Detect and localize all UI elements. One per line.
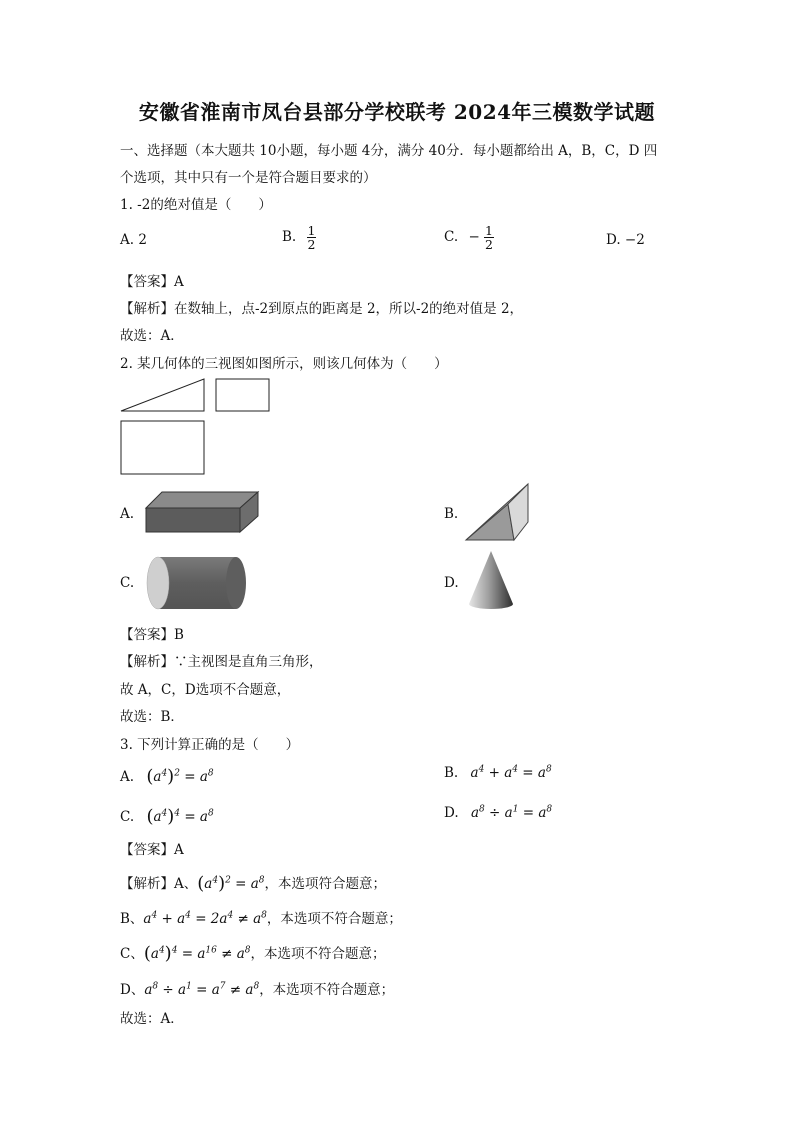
q3-analysis-c — [120, 942, 386, 963]
section-header-line2: 个选项，其中只有一个是符合题目要求的） — [120, 170, 377, 186]
q3-analysis-a — [120, 872, 386, 893]
section-header-line1: 一、选择题（本大题共 10小题，每小题 4分，满分 40分．每小题都给出 A，B，C，D 四 — [120, 143, 658, 159]
cone-body — [469, 551, 513, 609]
q3-analysis-c-text: ，本选项不符合题意； — [250, 946, 386, 962]
top-view-rectangle — [121, 421, 204, 474]
cylinder-body — [158, 557, 236, 609]
q2-option-c-label: C. — [120, 575, 135, 591]
q1-analysis: 【解析】在数轴上，点-2到原点的距离是 2，所以-2的绝对值是 2， — [120, 301, 524, 317]
q3-analysis-d-label: D、 — [120, 982, 145, 998]
q3-analysis-d-formula: $a^8 \div a^1 = a^7 \ne a^8$ — [144, 981, 260, 998]
q3-option-b-formula: $a^4 + a^4 = a^8$ — [470, 764, 552, 781]
q3-option-d — [444, 805, 552, 821]
q3-stem: 3. 下列计算正确的是（ ） — [120, 737, 300, 753]
q3-analysis-label: 【解析】A、 — [120, 876, 198, 892]
q3-analysis-c-label: C、 — [120, 946, 144, 962]
q3-option-c-label: C. — [120, 809, 135, 825]
q3-option-a — [120, 765, 214, 786]
q1-option-b-denominator: 2 — [307, 237, 316, 252]
q2-answer: 【答案】B — [120, 627, 184, 643]
q1-option-b — [282, 224, 316, 251]
cylinder-near-end — [147, 557, 169, 609]
q2-option-d-label: D. — [444, 575, 459, 591]
q2-analysis: 【解析】∵主视图是直角三角形， — [120, 654, 323, 670]
q1-option-b-label: B. — [282, 229, 297, 245]
cylinder-figure — [144, 554, 250, 612]
q2-conclusion: 故选：B． — [120, 709, 184, 725]
q1-answer: 【答案】A — [120, 274, 184, 290]
q3-analysis-b-formula: $a^4 + a^4 = 2a^4 \ne a^8$ — [143, 910, 267, 927]
q2-option-a-label: A. — [120, 506, 135, 522]
q3-analysis-b-label: B、 — [120, 911, 144, 927]
q2-analysis-line2: 故 A，C，D选项不合题意， — [120, 682, 291, 698]
q3-option-d-formula: $a^8 \div a^1 = a^8$ — [470, 804, 553, 821]
cylinder-far-end — [226, 557, 246, 609]
page-title: 安徽省淮南市凤台县部分学校联考 2024年三模数学试题 — [138, 100, 656, 124]
front-view-triangle — [121, 379, 204, 411]
q3-analysis-d — [120, 978, 394, 998]
cuboid-top-face — [146, 492, 258, 508]
q1-option-c-minus: − — [468, 229, 480, 245]
q3-option-b — [444, 765, 552, 781]
three-view-diagram — [118, 376, 278, 478]
q1-option-c — [444, 224, 494, 251]
q1-option-b-numerator: 1 — [307, 223, 316, 238]
q3-option-a-label: A. — [120, 769, 135, 785]
q1-option-d: D. −2 — [606, 232, 645, 248]
q3-option-d-label: D. — [444, 805, 459, 821]
cuboid-figure — [143, 490, 261, 534]
q1-option-c-denominator: 2 — [485, 237, 493, 252]
q3-analysis-b — [120, 907, 402, 927]
q3-conclusion: 故选：A． — [120, 1011, 184, 1027]
q2-option-b-label: B. — [444, 506, 459, 522]
cuboid-front-face — [146, 508, 240, 532]
q3-option-c — [120, 805, 214, 826]
q3-option-a-formula: $(a^4)^2 = a^8$ — [146, 766, 214, 787]
triangular-prism-figure — [462, 482, 532, 544]
q1-option-c-fraction — [484, 224, 494, 251]
q3-option-c-formula: $(a^4)^4 = a^8$ — [146, 806, 214, 827]
side-view-rectangle — [216, 379, 269, 411]
q3-option-b-label: B. — [444, 765, 459, 781]
prism-sloped-face — [466, 504, 514, 540]
q1-option-c-label: C. — [444, 229, 459, 245]
q2-stem: 2. 某几何体的三视图如图所示，则该几何体为（ ） — [120, 356, 448, 372]
q3-answer: 【答案】A — [120, 842, 184, 858]
q1-option-c-numerator: 1 — [485, 223, 493, 238]
q3-analysis-b-text: ，本选项不符合题意； — [266, 911, 402, 927]
q1-stem: 1. -2的绝对值是（ ） — [120, 197, 272, 213]
q3-analysis-a-formula: $(a^4)^2 = a^8$ — [197, 873, 265, 894]
q1-option-a: A. 2 — [120, 232, 147, 248]
q1-option-b-fraction — [307, 224, 317, 251]
q3-analysis-d-text: ，本选项不符合题意； — [259, 982, 395, 998]
cone-figure — [466, 548, 516, 612]
q3-analysis-c-formula: $(a^4)^4 = a^{16} \ne a^8$ — [143, 943, 251, 964]
q1-conclusion: 故选：A． — [120, 328, 184, 344]
q3-analysis-a-text: ，本选项符合题意； — [264, 876, 387, 892]
